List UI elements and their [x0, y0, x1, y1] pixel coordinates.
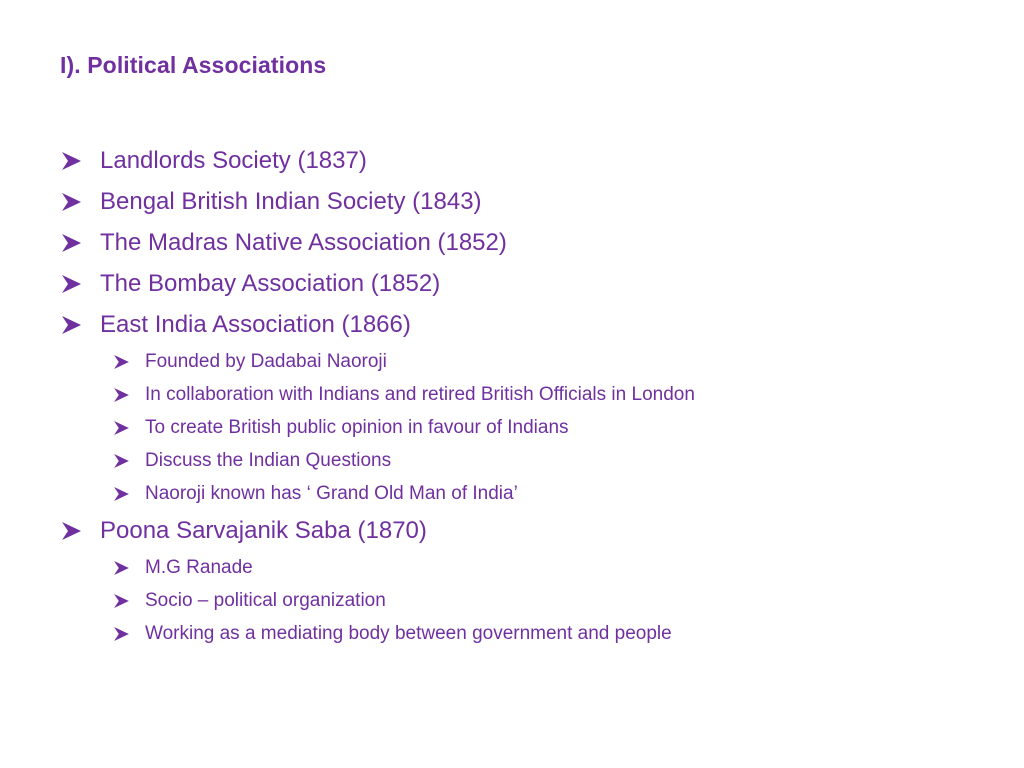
arrow-bullet-icon	[114, 561, 145, 575]
arrow-bullet-icon	[114, 421, 145, 435]
sub-list-item-text: Discuss the Indian Questions	[145, 449, 392, 471]
arrow-bullet-icon	[62, 152, 100, 170]
arrow-bullet-icon	[114, 355, 145, 369]
list-item	[62, 304, 695, 345]
sub-list-item	[62, 551, 695, 584]
sub-list-item-text: Founded by Dadabai Naoroji	[145, 350, 387, 372]
arrow-bullet-icon	[114, 487, 145, 501]
sub-list-item-text: Socio – political organization	[145, 589, 386, 611]
arrow-bullet-icon	[114, 594, 145, 608]
list-item	[62, 222, 695, 263]
list-item-text: The Bombay Association (1852)	[100, 269, 441, 297]
list-item	[62, 263, 695, 304]
sub-list-item	[62, 345, 695, 378]
sub-list-item-text: Naoroji known has ‘ Grand Old Man of India’	[145, 482, 518, 504]
list-item-text: Bengal British Indian Society (1843)	[100, 187, 482, 215]
bullet-list	[62, 140, 695, 650]
arrow-bullet-icon	[62, 522, 100, 540]
list-item	[62, 140, 695, 181]
sub-list-item	[62, 477, 695, 510]
sub-list-item	[62, 617, 695, 650]
list-item-text: The Madras Native Association (1852)	[100, 228, 507, 256]
sub-list-item	[62, 378, 695, 411]
arrow-bullet-icon	[114, 388, 145, 402]
list-item	[62, 181, 695, 222]
list-item-text: Landlords Society (1837)	[100, 146, 367, 174]
sub-list-item-text: M.G Ranade	[145, 556, 253, 578]
list-item-text: Poona Sarvajanik Saba (1870)	[100, 516, 427, 544]
sub-list-item-text: Working as a mediating body between government and people	[145, 622, 672, 644]
arrow-bullet-icon	[114, 454, 145, 468]
sub-list-item-text: To create British public opinion in favour of Indians	[145, 416, 569, 438]
arrow-bullet-icon	[62, 275, 100, 293]
list-item	[62, 510, 695, 551]
sub-list-item	[62, 411, 695, 444]
slide-title: I). Political Associations	[60, 52, 327, 78]
list-item-text: East India Association (1866)	[100, 310, 411, 338]
sub-list-item	[62, 444, 695, 477]
arrow-bullet-icon	[62, 316, 100, 334]
arrow-bullet-icon	[114, 627, 145, 641]
arrow-bullet-icon	[62, 193, 100, 211]
sub-list-item	[62, 584, 695, 617]
arrow-bullet-icon	[62, 234, 100, 252]
sub-list-item-text: In collaboration with Indians and retired British Officials in London	[145, 383, 695, 405]
